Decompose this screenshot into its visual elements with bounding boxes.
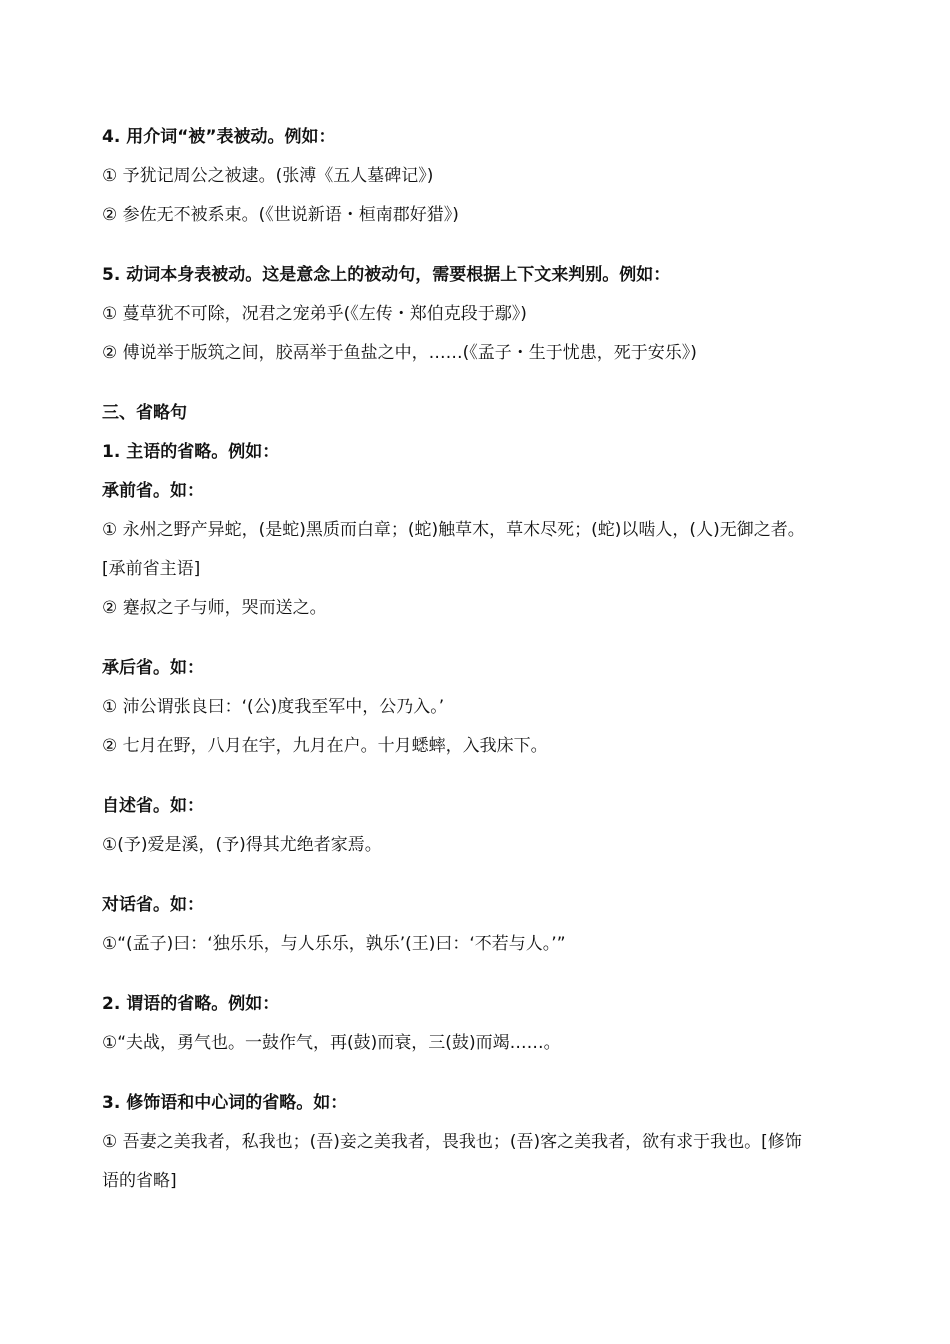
spacer bbox=[102, 964, 912, 985]
passive-item4-example-2: ② 参佐无不被系束。(《世说新语・桓南郡好猎》) bbox=[102, 205, 459, 225]
dialogue-ellipsis-label: 对话省。如： bbox=[102, 895, 204, 915]
self-ellipsis-label: 自述省。如： bbox=[102, 796, 204, 816]
document-page bbox=[102, 118, 912, 1201]
modifier-ellipsis-example-1-continued: 语的省略] bbox=[102, 1171, 177, 1191]
after-ellipsis-label: 承后省。如： bbox=[102, 658, 204, 678]
predicate-ellipsis-example-1: ①“夫战，勇气也。一鼓作气，再(鼓)而衰，三(鼓)而竭……。 bbox=[102, 1033, 561, 1053]
passive-item5-heading: 5. 动词本身表被动。这是意念上的被动句，需要根据上下文来判别。例如： bbox=[102, 265, 671, 285]
before-ellipsis-note: [承前省主语] bbox=[102, 559, 201, 579]
passive-item5-example-1: ① 蔓草犹不可除，况君之宠弟乎(《左传・郑伯克段于鄢》) bbox=[102, 304, 527, 324]
dialogue-ellipsis-example-1: ①“(孟子)曰：‘独乐乐，与人乐乐，孰乐’(王)曰：‘不若与人。’” bbox=[102, 934, 566, 954]
predicate-ellipsis-heading: 2. 谓语的省略。例如： bbox=[102, 994, 280, 1014]
spacer bbox=[102, 235, 912, 256]
after-ellipsis-example-2: ② 七月在野，八月在宇，九月在户。十月蟋蟀，入我床下。 bbox=[102, 736, 548, 756]
modifier-ellipsis-heading: 3. 修饰语和中心词的省略。如： bbox=[102, 1093, 348, 1113]
before-ellipsis-example-2: ② 蹇叔之子与师，哭而送之。 bbox=[102, 598, 327, 618]
after-ellipsis-example-1: ① 沛公谓张良曰：‘(公)度我至军中，公乃入。’ bbox=[102, 697, 445, 717]
before-ellipsis-example-1: ① 永州之野产异蛇，(是蛇)黑质而白章；(蛇)触草木，草木尽死；(蛇)以啮人，(人)无御之者。 bbox=[102, 520, 805, 540]
section-title-ellipsis: 三、省略句 bbox=[102, 403, 187, 423]
spacer bbox=[102, 766, 912, 787]
passive-item5-example-2: ② 傅说举于版筑之间，胶鬲举于鱼盐之中，……(《孟子・生于忧患，死于安乐》) bbox=[102, 343, 697, 363]
passive-item4-example-1: ① 予犹记周公之被逮。(张溥《五人墓碑记》) bbox=[102, 166, 434, 186]
self-ellipsis-example-1: ①(予)爱是溪，(予)得其尤绝者家焉。 bbox=[102, 835, 382, 855]
spacer bbox=[102, 1063, 912, 1084]
before-ellipsis-label: 承前省。如： bbox=[102, 481, 204, 501]
subject-ellipsis-heading: 1. 主语的省略。例如： bbox=[102, 442, 280, 462]
modifier-ellipsis-example-1: ① 吾妻之美我者，私我也；(吾)妾之美我者，畏我也；(吾)客之美我者，欲有求于我也。[修饰 bbox=[102, 1132, 802, 1152]
passive-item4-heading: 4. 用介词“被”表被动。例如： bbox=[102, 127, 336, 147]
spacer bbox=[102, 373, 912, 394]
spacer bbox=[102, 865, 912, 886]
spacer bbox=[102, 628, 912, 649]
